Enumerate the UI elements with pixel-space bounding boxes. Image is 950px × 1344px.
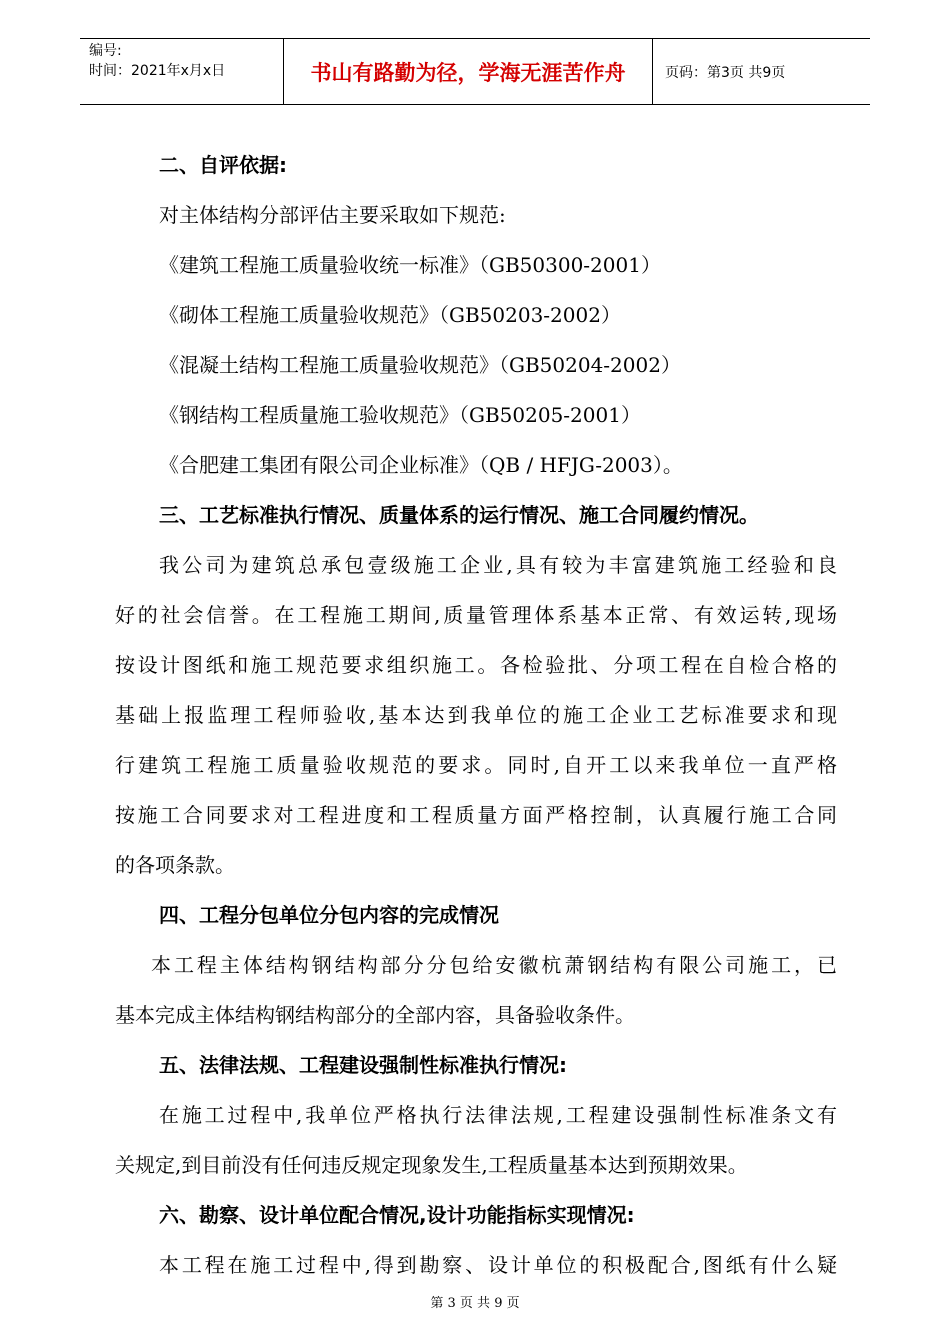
section-5-line: 在施工过程中,我单位严格执行法律法规,工程建设强制性标准条文有 xyxy=(159,1103,837,1127)
section-3-line: 按设计图纸和施工规范要求组织施工。各检验批、分项工程在自检合格的 xyxy=(115,653,837,677)
section-4-line: 基本完成主体结构钢结构部分的全部内容，具备验收条件。 xyxy=(115,1003,635,1027)
section-3-line: 按施工合同要求对工程进度和工程质量方面严格控制，认真履行施工合同 xyxy=(115,803,837,827)
section-4-line: 本工程主体结构钢结构部分分包给安徽杭萧钢结构有限公司施工，已 xyxy=(151,953,837,977)
page-header xyxy=(80,38,870,105)
doc-number-label: 编号: xyxy=(89,43,122,59)
section-2-title: 二、自评依据: xyxy=(159,153,287,177)
header-page-label: 页码：第3页 共9页 xyxy=(665,64,786,81)
reference-item: 《混凝土结构工程施工质量验收规范》（GB50204-2002） xyxy=(159,353,681,377)
reference-item: 《建筑工程施工质量验收统一标准》（GB50300-2001） xyxy=(159,253,661,277)
section-5-title: 五、法律法规、工程建设强制性标准执行情况: xyxy=(159,1053,567,1077)
section-3-title: 三、工艺标准执行情况、质量体系的运行情况、施工合同履约情况。 xyxy=(159,503,759,527)
doc-time-label: 时间：2021年x月x日 xyxy=(89,63,226,79)
section-3-line: 基础上报监理工程师验收,基本达到我单位的施工企业工艺标准要求和现 xyxy=(115,703,837,727)
section-2-intro: 对主体结构分部评估主要采取如下规范: xyxy=(159,203,506,227)
section-3-line: 我公司为建筑总承包壹级施工企业,具有较为丰富建筑施工经验和良 xyxy=(159,553,837,577)
section-4-title: 四、工程分包单位分包内容的完成情况 xyxy=(159,903,499,927)
reference-item: 《合肥建工集团有限公司企业标准》（QB / HFJG-2003）。 xyxy=(159,453,683,477)
reference-item: 《砌体工程施工质量验收规范》（GB50203-2002） xyxy=(159,303,621,327)
page-footer: 第 3 页 共 9 页 xyxy=(430,1296,520,1311)
section-6-line: 本工程在施工过程中,得到勘察、设计单位的积极配合,图纸有什么疑 xyxy=(159,1253,837,1277)
section-6-title: 六、勘察、设计单位配合情况,设计功能指标实现情况: xyxy=(159,1203,635,1227)
reference-item: 《钢结构工程质量施工验收规范》（GB50205-2001） xyxy=(159,403,641,427)
section-3-line: 行建筑工程施工质量验收规范的要求。同时,自开工以来我单位一直严格 xyxy=(115,753,837,777)
section-5-line: 关规定,到目前没有任何违反规定现象发生,工程质量基本达到预期效果。 xyxy=(115,1153,748,1177)
section-3-line: 的各项条款。 xyxy=(115,853,235,877)
header-meta xyxy=(80,39,283,104)
header-motto: 书山有路勤为径，学海无涯苦作舟 xyxy=(283,39,653,104)
section-3-line: 好的社会信誉。在工程施工期间,质量管理体系基本正常、有效运转,现场 xyxy=(115,603,837,627)
document-body xyxy=(115,140,837,1290)
